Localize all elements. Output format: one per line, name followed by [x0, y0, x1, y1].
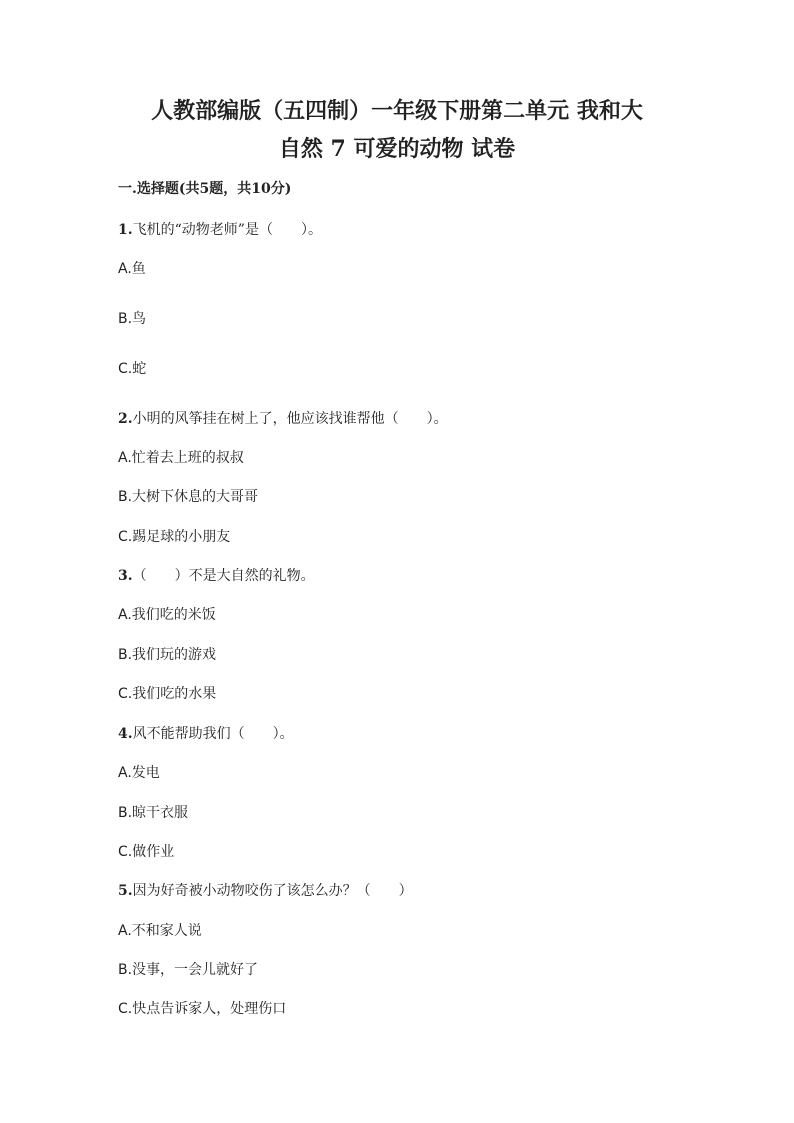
- question-1: [118, 219, 322, 239]
- page-title: [120, 92, 674, 168]
- question-text: 因为好奇被小动物咬伤了该怎么办？（ ）: [132, 883, 413, 899]
- question-4-option-c: C.做作业: [118, 844, 175, 860]
- question-4-option-a: A.发电: [118, 765, 160, 781]
- question-text: 飞机的“动物老师”是（ ）。: [132, 222, 322, 238]
- title-line-1: 人教部编版（五四制）一年级下册第二单元 我和大: [151, 98, 643, 124]
- question-number: 3.: [118, 568, 133, 584]
- question-2-option-b: B.大树下休息的大哥哥: [118, 489, 259, 505]
- question-5-option-c: C.快点告诉家人，处理伤口: [118, 1001, 287, 1017]
- question-4-option-b: B.晾干衣服: [118, 805, 189, 821]
- question-3-option-c: C.我们吃的水果: [118, 686, 217, 702]
- question-5: [118, 880, 413, 900]
- question-4: [118, 723, 294, 743]
- question-5-option-a: A.不和家人说: [118, 923, 202, 939]
- question-3: [118, 565, 315, 585]
- question-number: 1.: [118, 222, 133, 238]
- question-2-option-a: A.忙着去上班的叔叔: [118, 450, 244, 466]
- question-3-option-a: A.我们吃的米饭: [118, 607, 216, 623]
- question-number: 2.: [118, 411, 133, 427]
- question-number: 4.: [118, 726, 133, 742]
- question-3-option-b: B.我们玩的游戏: [118, 647, 217, 663]
- question-number: 5.: [118, 883, 133, 899]
- section-heading: 一.选择题(共5题，共10分): [118, 181, 292, 197]
- question-1-option-b: B.鸟: [118, 311, 147, 327]
- question-text: 小明的风筝挂在树上了，他应该找谁帮他（ ）。: [132, 411, 448, 427]
- question-2-option-c: C.踢足球的小朋友: [118, 529, 231, 545]
- question-5-option-b: B.没事，一会儿就好了: [118, 962, 259, 978]
- question-1-option-a: A.鱼: [118, 261, 146, 277]
- question-text: （ ）不是大自然的礼物。: [132, 568, 315, 584]
- title-line-2: 自然 7 可爱的动物 试卷: [278, 136, 516, 162]
- question-1-option-c: C.蛇: [118, 361, 147, 377]
- question-2: [118, 408, 448, 428]
- question-text: 风不能帮助我们（ ）。: [132, 726, 294, 742]
